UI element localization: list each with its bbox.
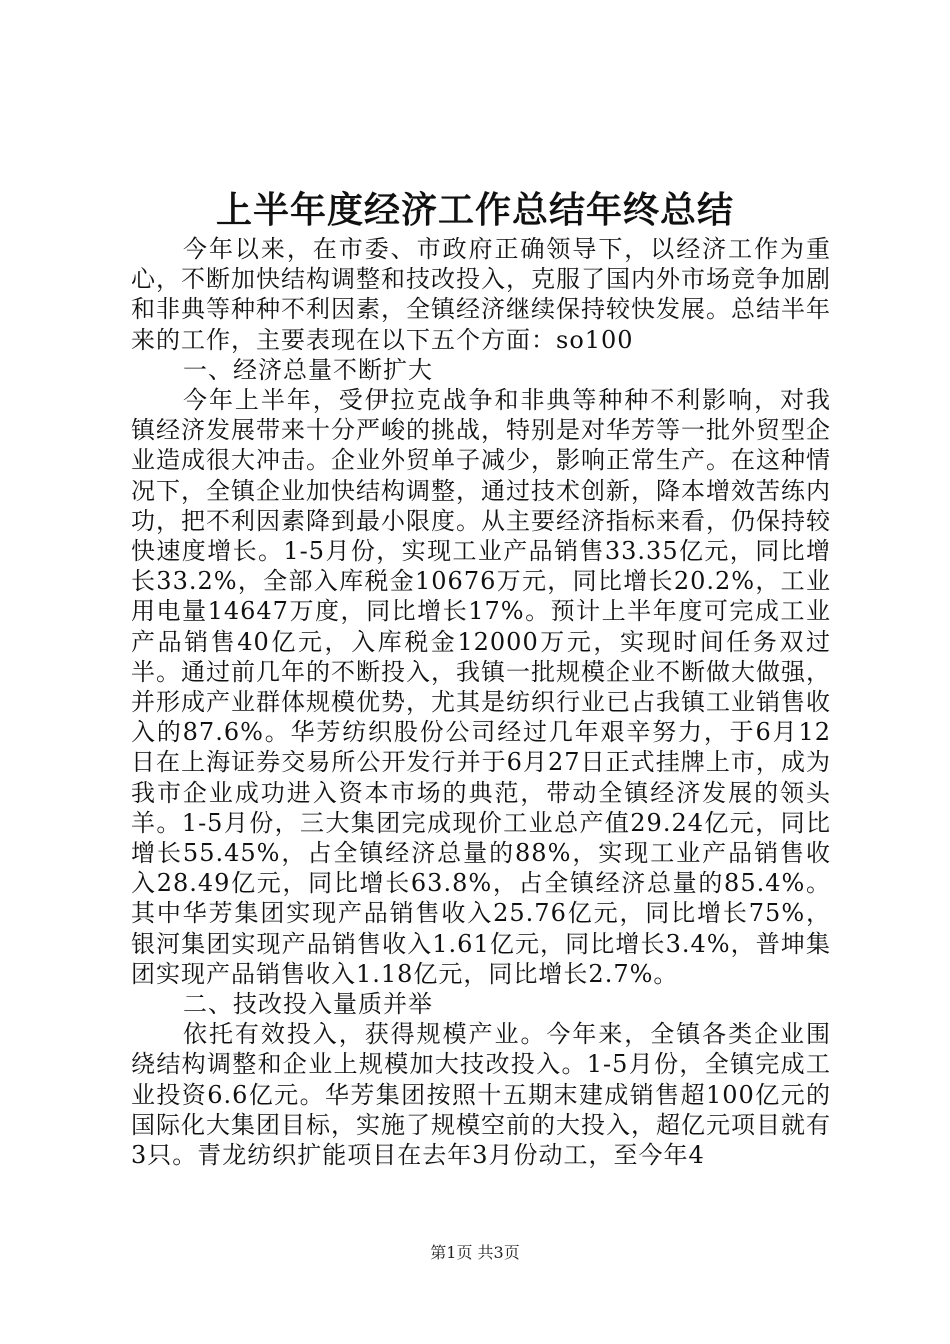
intro-paragraph: 今年以来，在市委、市政府正确领导下，以经济工作为重心，不断加快结构调整和技改投入，克服了国内外市场竞争加剧和非典等种种不利因素，全镇经济继续保持较快发展。总结半年来的工作，主要表现在以下五个方面：so100 xyxy=(131,235,831,354)
section-2-paragraph: 依托有效投入，获得规模产业。今年来，全镇各类企业围绕结构调整和企业上规模加大技改投入。1-5月份，全镇完成工业投资6.6亿元。华芳集团按照十五期末建成销售超100亿元的国际化大集团目标，实施了规模空前的大投入，超亿元项目就有3只。青龙纺织扩能项目在去年3月份动工，至今年4 xyxy=(131,1020,831,1170)
document-body xyxy=(131,234,831,1170)
document-title: 上半年度经济工作总结年终总结 xyxy=(215,189,734,231)
section-heading-1: 一、经济总量不断扩大 xyxy=(183,355,433,384)
page-footer: 第1页 共3页 xyxy=(430,1243,520,1262)
section-1-paragraph: 今年上半年，受伊拉克战争和非典等种种不利影响，对我镇经济发展带来十分严峻的挑战，特别是对华芳等一批外贸型企业造成很大冲击。企业外贸单子减少，影响正常生产。在这种情况下，全镇企业加快结构调整，通过技术创新，降本增效苦练内功，把不利因素降到最小限度。从主要经济指标来看，仍保持较快速度增长。1-5月份，实现工业产品销售33.35亿元，同比增长33.2%，全部入库税金10676万元，同比增长20.2%，工业用电量14647万度，同比增长17%。预计上半年度可完成工业产品销售40亿元，入库税金12000万元，实现时间任务双过半。通过前几年的不断投入，我镇一批规模企业不断做大做强，并形成产业群体规模优势，尤其是纺织行业已占我镇工业销售收入的87.6%。华芳纺织股份公司经过几年艰辛努力，于6月12日在上海证券交易所公开发行并于6月27日正式挂牌上市，成为我市企业成功进入资本市场的典范，带动全镇经济发展的领头羊。1-5月份，三大集团完成现价工业总产值29.24亿元，同比增长55.45%，占全镇经济总量的88%，实现工业产品销售收入28.49亿元，同比增长63.8%，占全镇经济总量的85.4%。其中华芳集团实现产品销售收入25.76亿元，同比增长75%，银河集团实现产品销售收入1.61亿元，同比增长3.4%，普坤集团实现产品销售收入1.18亿元，同比增长2.7%。 xyxy=(131,386,831,988)
section-heading-2: 二、技改投入量质并举 xyxy=(183,990,433,1019)
